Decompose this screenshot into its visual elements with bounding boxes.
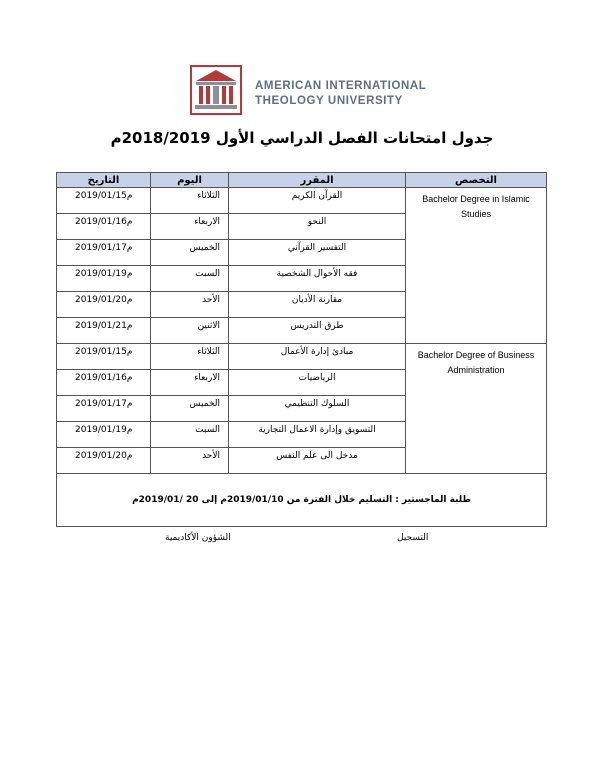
header-date: التاريخ xyxy=(57,173,151,188)
header-specialization: التخصص xyxy=(406,173,547,188)
registration-signature-label: التسجيل xyxy=(397,533,429,543)
day-cell: الاربعاء xyxy=(151,370,229,396)
date-cell: 2019/01/17م xyxy=(57,396,151,422)
course-cell: السلوك التنظيمي xyxy=(229,396,406,422)
date-cell: 2019/01/19م xyxy=(57,266,151,292)
date-cell: 2019/01/16م xyxy=(57,214,151,240)
table-row xyxy=(57,188,547,214)
specialization-cell: Bachelor Degree of Business Administration xyxy=(406,344,547,474)
university-name-line2: THEOLOGY UNIVERSITY xyxy=(255,95,403,107)
masters-note: طلبة الماجستير : التسليم خلال الفترة من 2019/01/10م إلى 20 /2019/01م xyxy=(57,474,547,527)
university-name-line1: AMERICAN INTERNATIONAL xyxy=(255,80,427,92)
day-cell: الثلاثاء xyxy=(151,188,229,214)
date-cell: 2019/01/21م xyxy=(57,318,151,344)
page-title: جدول امتحانات الفصل الدراسي الأول 2018/2019م xyxy=(110,129,494,147)
day-cell: الثلاثاء xyxy=(151,344,229,370)
university-name xyxy=(255,79,426,109)
date-cell: 2019/01/20م xyxy=(57,292,151,318)
course-cell: النحو xyxy=(229,214,406,240)
course-cell: القرآن الكريم xyxy=(229,188,406,214)
day-cell: السبت xyxy=(151,422,229,448)
course-cell: الرياضيات xyxy=(229,370,406,396)
table-header-row xyxy=(57,173,547,188)
course-cell: مدخل الى علم النفس xyxy=(229,448,406,474)
course-cell: مقارنة الأديان xyxy=(229,292,406,318)
date-cell: 2019/01/17م xyxy=(57,240,151,266)
academic-affairs-signature-label: الشؤون الأكاديمية xyxy=(165,533,231,543)
header-course: المقرر xyxy=(229,173,406,188)
university-building-icon xyxy=(190,65,242,115)
header-day: اليوم xyxy=(151,173,229,188)
day-cell: السبت xyxy=(151,266,229,292)
date-cell: 2019/01/15م xyxy=(57,188,151,214)
course-cell: التفسير القرآني xyxy=(229,240,406,266)
note-row xyxy=(57,474,547,527)
date-cell: 2019/01/15م xyxy=(57,344,151,370)
course-cell: طرق التدريس xyxy=(229,318,406,344)
day-cell: الاثنين xyxy=(151,318,229,344)
date-cell: 2019/01/19م xyxy=(57,422,151,448)
date-cell: 2019/01/20م xyxy=(57,448,151,474)
day-cell: الأحد xyxy=(151,448,229,474)
table-row xyxy=(57,344,547,370)
course-cell: فقه الأحوال الشخصية xyxy=(229,266,406,292)
day-cell: الخميس xyxy=(151,396,229,422)
day-cell: الخميس xyxy=(151,240,229,266)
day-cell: الاربعاء xyxy=(151,214,229,240)
exam-schedule-table xyxy=(56,172,547,527)
course-cell: مبادئ إدارة الأعمال xyxy=(229,344,406,370)
course-cell: التسويق وإدارة الاعمال التجارية xyxy=(229,422,406,448)
day-cell: الأحد xyxy=(151,292,229,318)
specialization-cell: Bachelor Degree in Islamic Studies xyxy=(406,188,547,344)
date-cell: 2019/01/16م xyxy=(57,370,151,396)
